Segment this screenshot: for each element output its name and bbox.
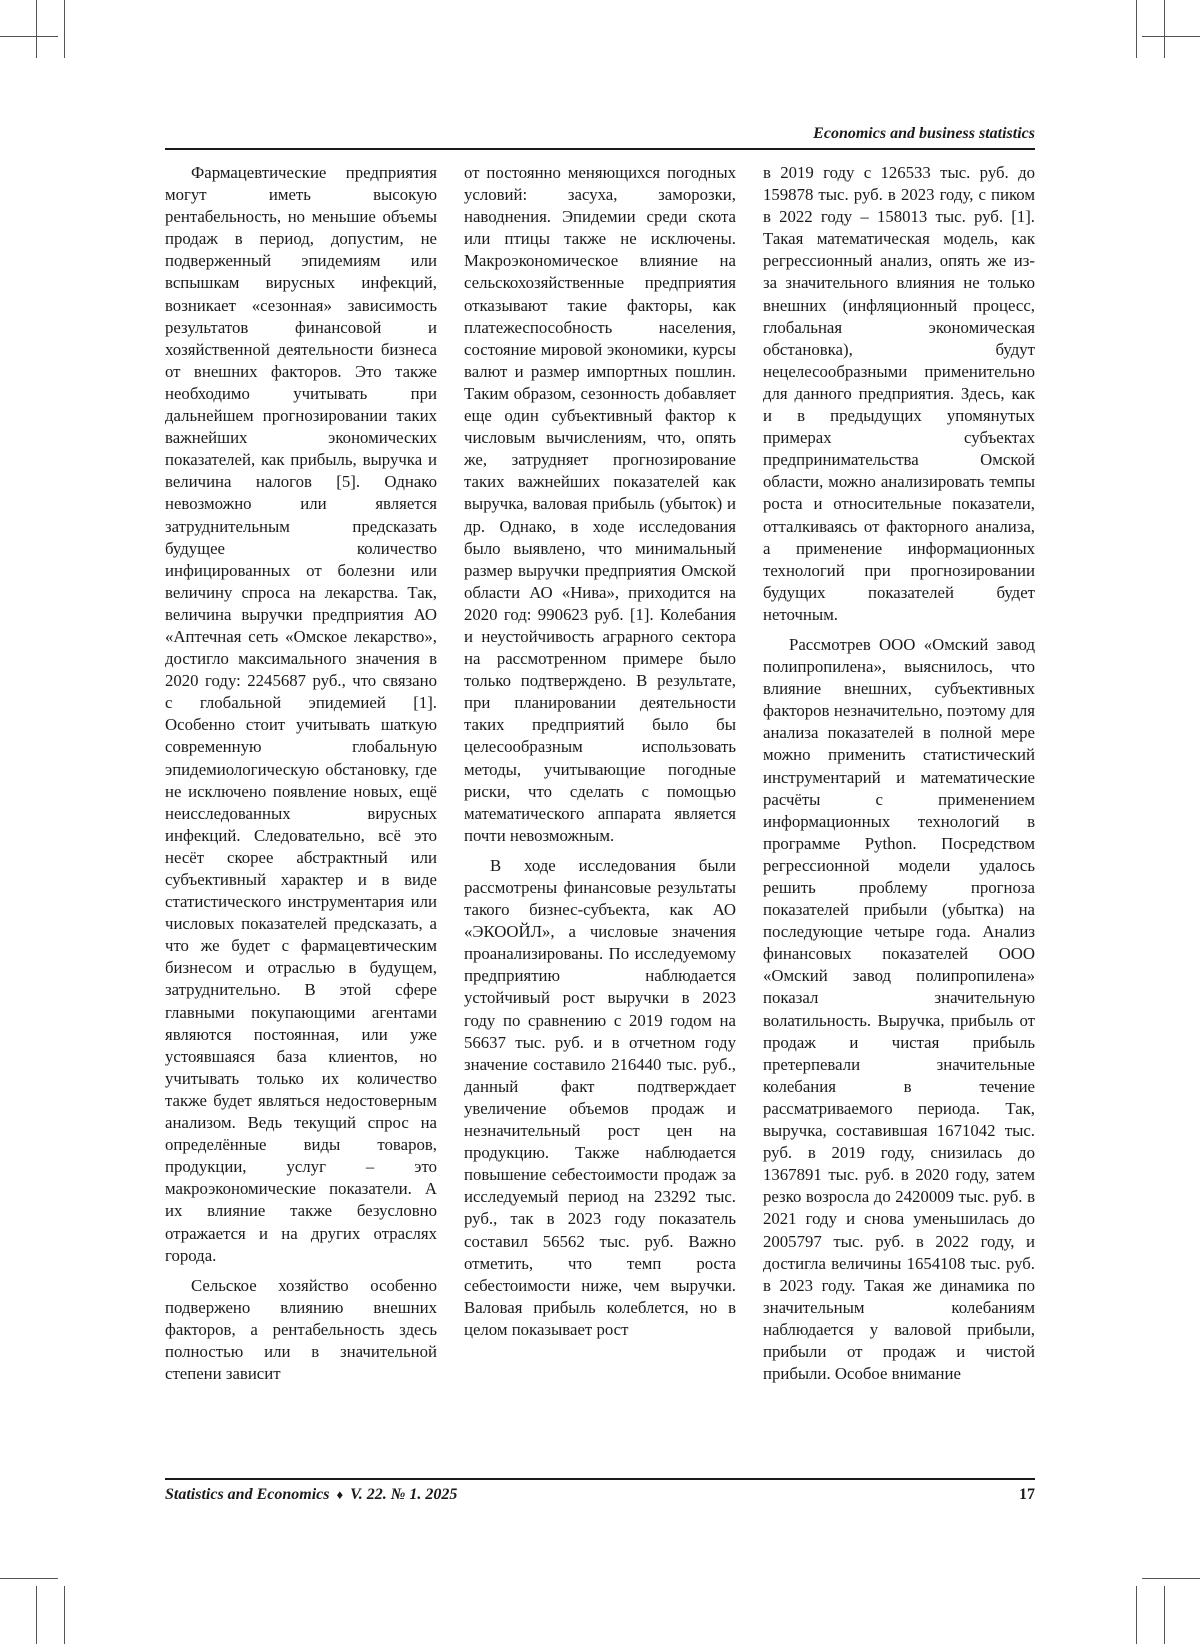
footer-citation	[165, 1485, 457, 1505]
crop-mark	[64, 0, 65, 58]
crop-mark	[1142, 1578, 1200, 1579]
footer-rule	[165, 1478, 1035, 1480]
header-rule	[165, 148, 1035, 150]
paragraph: В ходе исследования были рассмотрены финансовые результаты такого бизнес-субъекта, как АО «ЭКООЙЛ», а числовые значения проанализированы. По исследуемому предприятию наблюдается устойчивый рост выручки в 2023 году по сравнению с 2019 годом на 56637 тыс. руб. и в отчетном году значение составило 216440 тыс. руб., данный факт подтверждает увеличение объемов продаж и незначительный рост цен на продукцию. Также наблюдается повышение себестоимости продаж за исследуемый период на 23292 тыс. руб., так в 2023 году показатель составил 56562 тыс. руб. Важно отметить, что темп роста себестоимости ниже, чем выручки. Валовая прибыль колеблется, но в целом показывает рост	[464, 855, 736, 1339]
text-column-1	[165, 162, 437, 1467]
article-body	[165, 162, 1035, 1467]
journal-name: Statistics and Economics	[165, 1486, 330, 1503]
page-number: 17	[1019, 1486, 1035, 1503]
crop-mark	[1136, 0, 1137, 58]
crop-mark	[64, 1586, 65, 1644]
crop-mark	[1142, 36, 1200, 37]
crop-mark	[36, 0, 37, 58]
paragraph: в 2019 году с 126533 тыс. руб. до 159878 тыс. руб. в 2023 году, с пиком в 2022 году – 158013 тыс. руб. [1]. Такая математическая модель, как регрессионный анализ, опять же из-за значительного влияния не только внешних (инфляционный процесс, глобальная экономическая обстановка), будут нецелесообразными применительно для данного предприятия. Здесь, как и в предыдущих упомянутых примерах субъектах предпринимательства Омской области, можно анализировать темпы роста и относительные показатели, отталкиваясь от факторного анализа, а применение информационных технологий при прогнозировании будущих показателей будет неточным.	[763, 163, 1035, 624]
diamond-icon: ♦	[336, 1487, 344, 1502]
paragraph: Фармацевтические предприятия могут иметь высокую рентабельность, но меньшие объемы продаж в период, допустим, не подверженный эпидемиям или вспышкам вирусных инфекций, возникает «сезонная» зависимость результатов финансовой и хозяйственной деятельности бизнеса от внешних факторов. Это также необходимо учитывать при дальнейшем прогнозировании таких важнейших экономических показателей, как прибыль, выручка и величина налогов [5]. Однако невозможно или является затруднительным предсказать будущее количество инфицированных от болезни или величину спроса на лекарства. Так, величина выручки предприятия АО «Аптечная сеть «Омское лекарство», достигло максимального значения в 2020 году: 2245687 руб., что связано с глобальной эпидемией [1]. Особенно стоит учитывать шаткую современную глобальную эпидемиологическую обстановку, где не исключено появление новых, ещё неисследованных вирусных инфекций. Следовательно, всё это несёт скорее абстрактный или субъективный характер и в виде статистического инструментария или числовых показателей предсказать, а что же будет с фармацевтическим бизнесом и отраслью в будущем, затруднительно. В этой сфере главными покупающими агентами являются постоянная, или уже устоявшаяся база клиентов, но учитывать только их количество также будет являться недостоверным анализом. Ведь текущий спрос на определённые виды товаров, продукции, услуг – это макроэкономические показатели. А их влияние также безусловно отражается и на других отраслях города.	[165, 163, 437, 1265]
crop-mark	[0, 1578, 58, 1579]
paragraph: от постоянно меняющихся погодных условий: засуха, заморозки, наводнения. Эпидемии среди скота или птицы также не исключены. Макроэкономическое влияние на сельскохозяйственные предприятия отказывают такие факторы, как платежеспособность населения, состояние мировой экономики, курсы валют и размер импортных пошлин. Таким образом, сезонность добавляет еще один субъективный фактор к числовым вычислениям, что, опять же, затрудняет прогнозирование таких важнейших показателей как выручка, валовая прибыль (убыток) и др. Однако, в ходе исследования было выявлено, что минимальный размер выручки предприятия Омской области АО «Нива», приходится на 2020 год: 990623 руб. [1]. Колебания и неустойчивость аграрного сектора на рассмотренном примере было только подтверждено. В результате, при планировании деятельности таких предприятий было бы целесообразным использовать методы, учитывающие погодные риски, что сделать с помощью математического аппарата является почти невозможным.	[464, 163, 736, 845]
paragraph: Сельское хозяйство особенно подвержено влиянию внешних факторов, а рентабельность здесь полностью или в значительной степени зависит	[165, 1275, 437, 1384]
crop-mark	[0, 36, 58, 37]
volume-issue: V. 22. № 1. 2025	[350, 1486, 458, 1503]
text-column-2	[464, 162, 736, 1467]
crop-mark	[36, 1586, 37, 1644]
page-footer	[165, 1485, 1035, 1505]
crop-mark	[1164, 1586, 1165, 1644]
paragraph: Рассмотрев ООО «Омский завод полипропилена», выяснилось, что влияние внешних, субъективных факторов незначительно, поэтому для анализа показателей в полной мере можно применить статистический инструментарий и математические расчёты с применением информационных технологий в программе Python. Посредством регрессионной модели удалось решить проблему прогноза показателей прибыли (убытка) на последующие четыре года. Анализ финансовых показателей ООО «Омский завод полипропилена» показал значительную волатильность. Выручка, прибыль от продаж и чистая прибыль претерпевали значительные колебания в течение рассматриваемого периода. Так, выручка, составившая 1671042 тыс. руб. в 2019 году, снизилась до 1367891 тыс. руб. в 2020 году, затем резко возросла до 2420009 тыс. руб. в 2021 году и снова уменьшилась до 2005797 тыс. руб. в 2022 году, и достигла величины 1654108 тыс. руб. в 2023 году. Такая же динамика по значительным колебаниям наблюдается у валовой прибыли, прибыли от продаж и чистой прибыли. Особое внимание	[763, 634, 1035, 1384]
crop-mark	[1136, 1586, 1137, 1644]
text-column-3	[763, 162, 1035, 1467]
running-header: Economics and business statistics	[813, 125, 1035, 142]
crop-mark	[1164, 0, 1165, 58]
